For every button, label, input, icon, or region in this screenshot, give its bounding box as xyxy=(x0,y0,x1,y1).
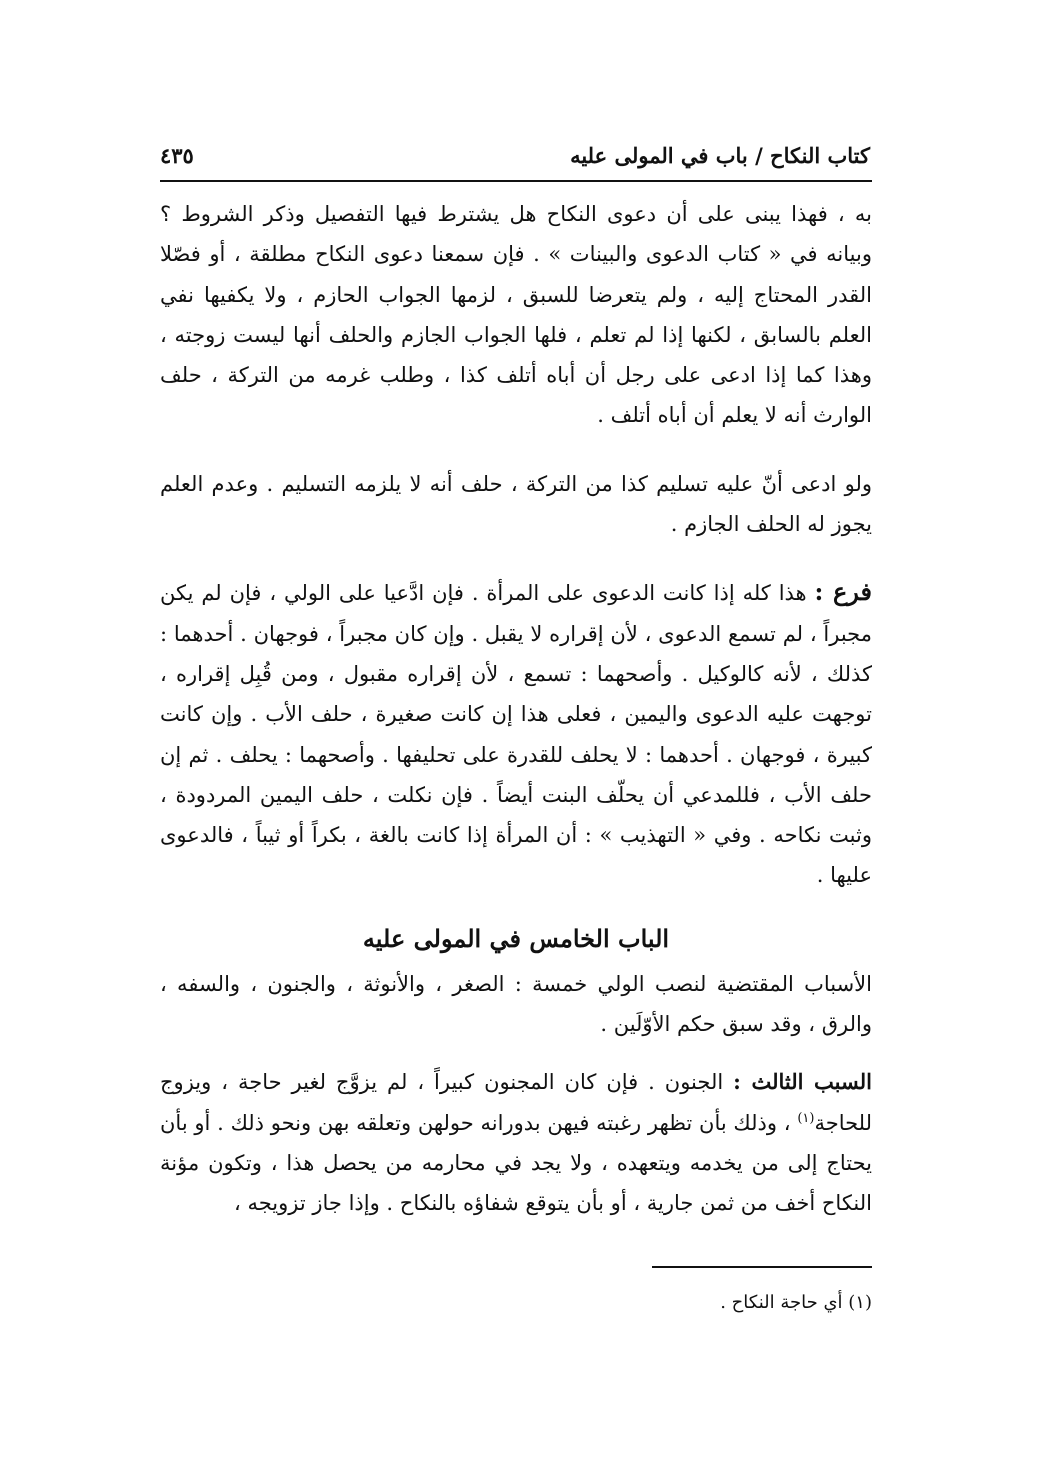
header-rule xyxy=(160,180,872,182)
page-header xyxy=(160,138,870,180)
paragraph-text: هذا كله إذا كانت الدعوى على المرأة . فإن ادَّعيا على الولي ، فإن لم يكن مجبراً ، لم تسمع الدعوى ، لأن إقراره لا يقبل . وإن كان مجبراً ، فوجهان . أحدهما : كذلك ، لأنه كالوكيل . وأصحهما : تسمع ، لأن إقراره مقبول ، ومن قُبِل إقراره ، توجهت عليه الدعوى واليمين ، فعلى هذا إن كانت صغيرة ، حلف الأب . وإن كانت كبيرة ، فوجهان . أحدهما : لا يحلف للقدرة على تحليفها . وأصحهما : يحلف . ثم إن حلف الأب ، فللمدعي أن يحلّف البنت أيضاً . فإن نكلت ، حلف اليمين المردودة ، وثبت نكاحه . وفي « التهذيب » : أن المرأة إذا كانت بالغة ، بكراً أو ثيباً ، فالدعوى عليها . xyxy=(160,581,872,888)
paragraph-branch xyxy=(160,572,872,895)
footnote: (١) أي حاجة النكاح . xyxy=(720,1292,872,1313)
paragraph-gap xyxy=(160,544,872,572)
footnote-rule xyxy=(652,1266,872,1268)
section-text-continued: ، وذلك بأن تظهر رغبته فيهن بدورانه حولهن وتعلقه بهن ونحو ذلك . أو بأن يحتاج إلى من يخدمه ويتعهده ، ولا يجد في محارمه من يحصل هذا ، وتكون مؤنة النكاح أخف من ثمن جارية ، أو بأن يتوقع شفاؤه بالنكاح . وإذا جاز تزويجه ، xyxy=(160,1110,872,1216)
paragraph-text: ولو ادعى أنّ عليه تسليم كذا من التركة ، حلف أنه لا يلزمه التسليم . وعدم العلم يجوز له الحلف الجازم . xyxy=(160,471,872,537)
paragraph xyxy=(160,464,872,545)
section-paragraph xyxy=(160,1062,872,1223)
body-text xyxy=(160,194,872,1224)
branch-label: فرع : xyxy=(814,577,872,607)
paragraph-text: به ، فهذا يبنى على أن دعوى النكاح هل يشترط فيها التفصيل وذكر الشروط ؟ وبيانه في « كتاب الدعوى والبينات » . فإن سمعنا دعوى النكاح مطلقة ، أو فصّلا القدر المحتاج إليه ، ولم يتعرضا للسبق ، لزمها الجواب الحازم ، ولا يكفيها نفي العلم بالسابق ، لكنها إذا لم تعلم ، فلها الجواب الجازم والحلف أنها ليست زوجته ، وهذا كما إذا ادعى على رجل أن أباه أتلف كذا ، وطلب غرمه من التركة ، حلف الوارث أنه لا يعلم أن أباه أتلف . xyxy=(160,202,872,428)
page-number: ٤٣٥ xyxy=(160,143,194,168)
section-text: الجنون . فإن كان المجنون كبيراً ، لم يزوَّج لغير حاجة ، ويزوج للحاجة xyxy=(160,1070,872,1135)
running-title: كتاب النكاح / باب في المولى عليه xyxy=(570,143,870,168)
paragraph-gap xyxy=(160,436,872,464)
paragraph xyxy=(160,194,872,436)
chapter-intro xyxy=(160,964,872,1045)
paragraph-gap xyxy=(160,1044,872,1062)
section-label: السبب الثالث : xyxy=(733,1069,872,1095)
chapter-heading: الباب الخامس في المولى عليه xyxy=(362,923,670,953)
chapter-intro-text: الأسباب المقتضية لنصب الولي خمسة : الصغر ، والأنوثة ، والجنون ، والسفه ، والرق ، وقد سبق حكم الأوّلَين . xyxy=(160,971,872,1037)
footnote-marker[interactable]: (١) xyxy=(797,1110,815,1126)
